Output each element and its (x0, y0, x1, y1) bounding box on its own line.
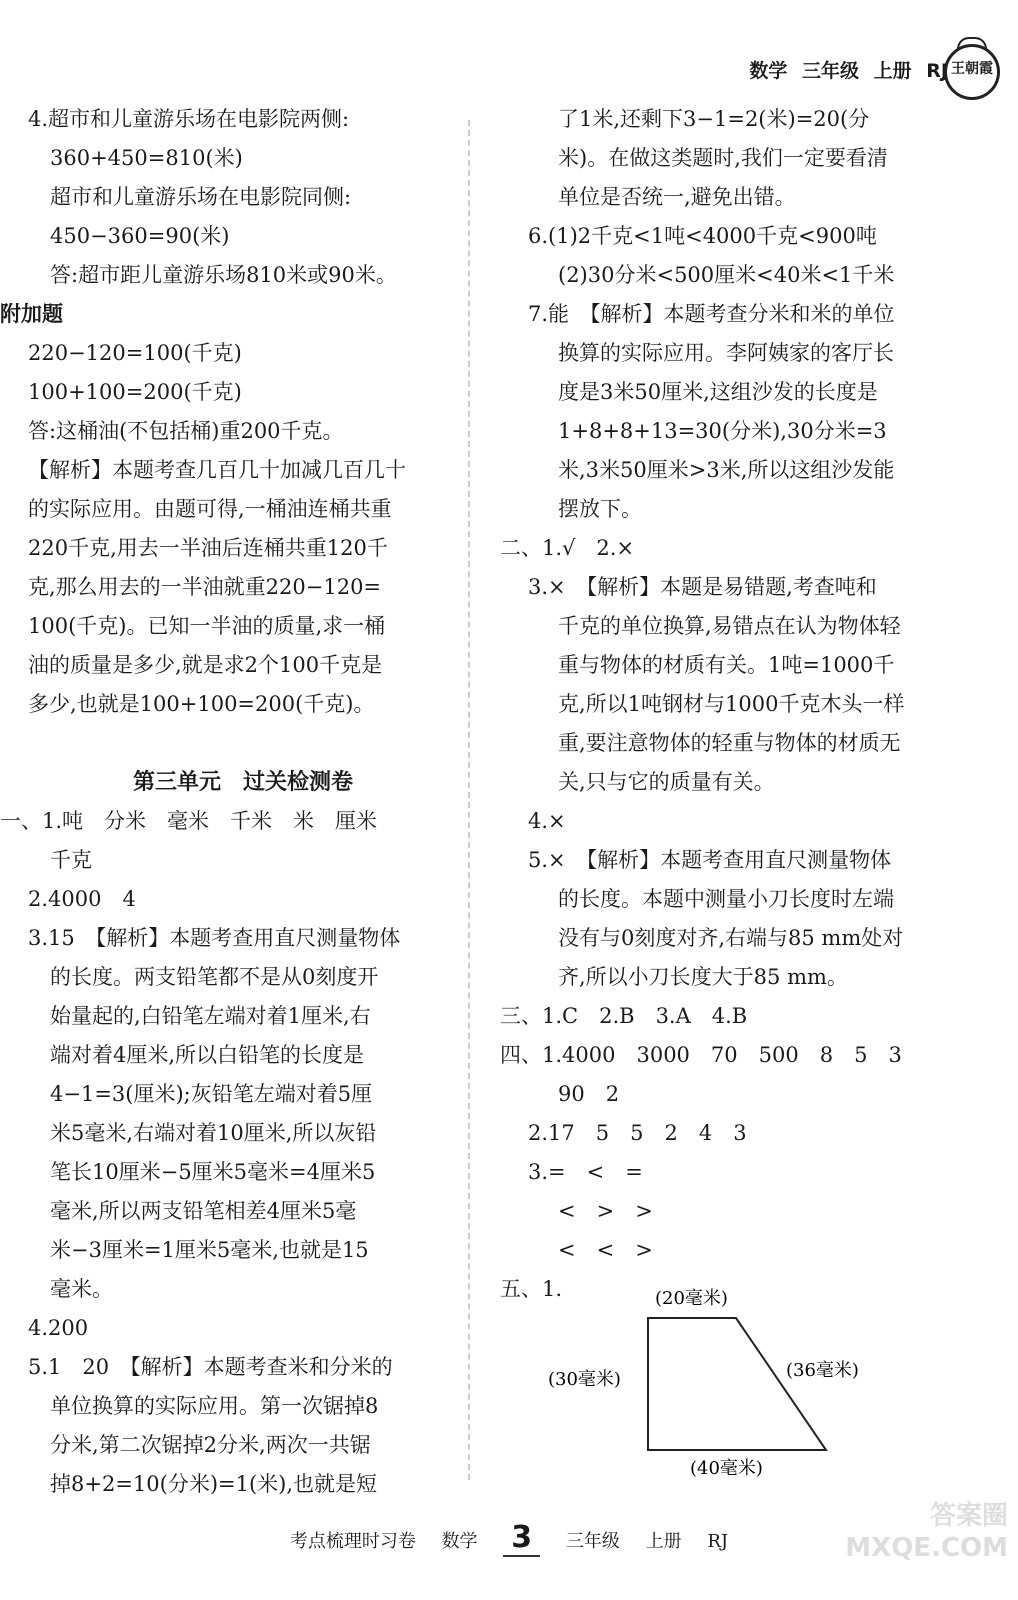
right-line: 5.× 【解析】本题考查用直尺测量物体 (528, 848, 892, 872)
right-line: 克,所以1吨钢材与1000千克木头一样 (558, 692, 905, 716)
right-line: 摆放下。 (558, 497, 642, 521)
right-line: 三、1.C 2.B 3.A 4.B (500, 1004, 748, 1028)
right-line: 重,要注意物体的轻重与物体的材质无 (558, 731, 901, 755)
right-line: 米)。在做这类题时,我们一定要看清 (558, 146, 888, 170)
left-line: 220−120=100(千克) (28, 341, 242, 365)
left-line: 分米,第二次锯掉2分米,两次一共锯 (50, 1433, 371, 1457)
right-line: 6.(1)2千克<1吨<4000千克<900吨 (528, 224, 877, 248)
header-edition: RJ (926, 60, 948, 82)
right-line: 关,只与它的质量有关。 (558, 770, 775, 794)
left-line: 答:超市距儿童游乐场810米或90米。 (50, 263, 397, 287)
label-right: (36毫米) (786, 1360, 859, 1381)
trapezoid-figure (540, 1280, 920, 1490)
left-line: 【解析】本题考查几百几十加减几百几十 (28, 458, 406, 482)
left-line: 的长度。两支铅笔都不是从0刻度开 (50, 965, 379, 989)
right-line: (2)30分米<500厘米<40米<1千米 (558, 263, 895, 287)
left-line: 一、1.吨 分米 毫米 千米 米 厘米 (0, 809, 378, 833)
right-column (500, 100, 960, 1309)
right-line: 五、1. (500, 1277, 563, 1301)
left-line: 克,那么用去的一半油就重220−120= (28, 575, 382, 599)
header-subject: 数学 (749, 60, 788, 82)
left-line: 掉8+2=10(分米)=1(米),也就是短 (50, 1472, 378, 1496)
trapezoid-shape (648, 1318, 826, 1450)
footer-volume: 上册 (645, 1531, 682, 1552)
watermark-url: MXQE.COM (845, 1533, 1008, 1563)
left-line: 360+450=810(米) (50, 146, 243, 170)
left-line: 220千克,用去一半油后连桶共重120千 (28, 536, 388, 560)
right-line: 90 2 (558, 1082, 620, 1106)
left-line: 第三单元 过关检测卷 (132, 770, 353, 795)
right-line: 千克的单位换算,易错点在认为物体轻 (558, 614, 901, 638)
watermark (845, 1500, 1008, 1564)
right-line: 齐,所以小刀长度大于85 mm。 (558, 965, 848, 989)
left-line: 毫米,所以两支铅笔相差4厘米5毫 (50, 1199, 357, 1223)
left-line (28, 724, 458, 763)
left-line: 千克 (50, 848, 92, 872)
left-line: 100+100=200(千克) (28, 380, 242, 404)
right-line: 2.17 5 5 2 4 3 (528, 1121, 747, 1145)
right-line: < < > (558, 1238, 653, 1262)
right-line: 4.× (528, 809, 566, 833)
left-line: 米5毫米,右端对着10厘米,所以灰铅 (50, 1121, 377, 1145)
left-line: 端对着4厘米,所以白铅笔的长度是 (50, 1043, 365, 1067)
right-line: 四、1.4000 3000 70 500 8 5 3 (500, 1043, 902, 1067)
left-line: 的实际应用。由题可得,一桶油连桶共重 (28, 497, 392, 521)
left-column (0, 100, 458, 1504)
left-line: 始量起的,白铅笔左端对着1厘米,右 (50, 1004, 371, 1028)
right-line: 单位是否统一,避免出错。 (558, 185, 796, 209)
page-number: 3 (503, 1520, 540, 1557)
right-line: < > > (558, 1199, 653, 1223)
left-line: 100(千克)。已知一半油的质量,求一桶 (28, 614, 386, 638)
label-left: (30毫米) (548, 1369, 621, 1390)
right-line: 1+8+8+13=30(分米),30分米=3 (558, 419, 887, 443)
left-line: 超市和儿童游乐场在电影院同侧: (50, 185, 352, 209)
footer-book: 考点梳理时习卷 (289, 1531, 416, 1552)
left-line: 笔长10厘米−5厘米5毫米=4厘米5 (50, 1160, 376, 1184)
footer-grade: 三年级 (565, 1531, 620, 1552)
right-line: 3.× 【解析】本题是易错题,考查吨和 (528, 575, 877, 599)
header-grade: 三年级 (802, 60, 860, 82)
header-volume: 上册 (873, 60, 912, 82)
left-line: 450−360=90(米) (50, 224, 230, 248)
right-line: 二、1.√ 2.× (500, 536, 635, 560)
right-line: 3.= < = (528, 1160, 643, 1184)
left-line: 4.超市和儿童游乐场在电影院两侧: (28, 107, 350, 131)
right-line: 度是3米50厘米,这组沙发的长度是 (558, 380, 878, 404)
right-line: 没有与0刻度对齐,右端与85 mm处对 (558, 926, 904, 950)
brand-logo: 王朝霞 (944, 44, 1000, 100)
footer-edition: RJ (707, 1531, 729, 1552)
left-line: 多少,也就是100+100=200(千克)。 (28, 692, 375, 716)
left-line: 4.200 (28, 1316, 89, 1340)
right-line: 了1米,还剩下3−1=2(米)=20(分 (558, 107, 870, 131)
right-line: 米,3米50厘米>3米,所以这组沙发能 (558, 458, 895, 482)
left-line: 单位换算的实际应用。第一次锯掉8 (50, 1394, 379, 1418)
watermark-cn: 答案圈 (929, 1501, 1008, 1531)
right-line: 换算的实际应用。李阿姨家的客厅长 (558, 341, 894, 365)
left-line: 3.15 【解析】本题考查用直尺测量物体 (28, 926, 401, 950)
right-line: 7.能 【解析】本题考查分米和米的单位 (528, 302, 895, 326)
left-line: 2.4000 4 (28, 887, 136, 911)
label-bottom: (40毫米) (690, 1458, 763, 1479)
right-line: 的长度。本题中测量小刀长度时左端 (558, 887, 894, 911)
left-line: 附加题 (0, 302, 63, 326)
left-line: 答:这桶油(不包括桶)重200千克。 (28, 419, 344, 443)
right-line: 重与物体的材质有关。1吨=1000千 (558, 653, 895, 677)
label-top: (20毫米) (655, 1288, 728, 1309)
left-line: 5.1 20 【解析】本题考查米和分米的 (28, 1355, 393, 1379)
left-line: 毫米。 (50, 1277, 113, 1301)
left-line: 油的质量是多少,就是求2个100千克是 (28, 653, 383, 677)
left-line: 4−1=3(厘米);灰铅笔左端对着5厘 (50, 1082, 373, 1106)
page-header (741, 56, 948, 83)
footer-subject: 数学 (441, 1531, 478, 1552)
left-line: 米−3厘米=1厘米5毫米,也就是15 (50, 1238, 369, 1262)
